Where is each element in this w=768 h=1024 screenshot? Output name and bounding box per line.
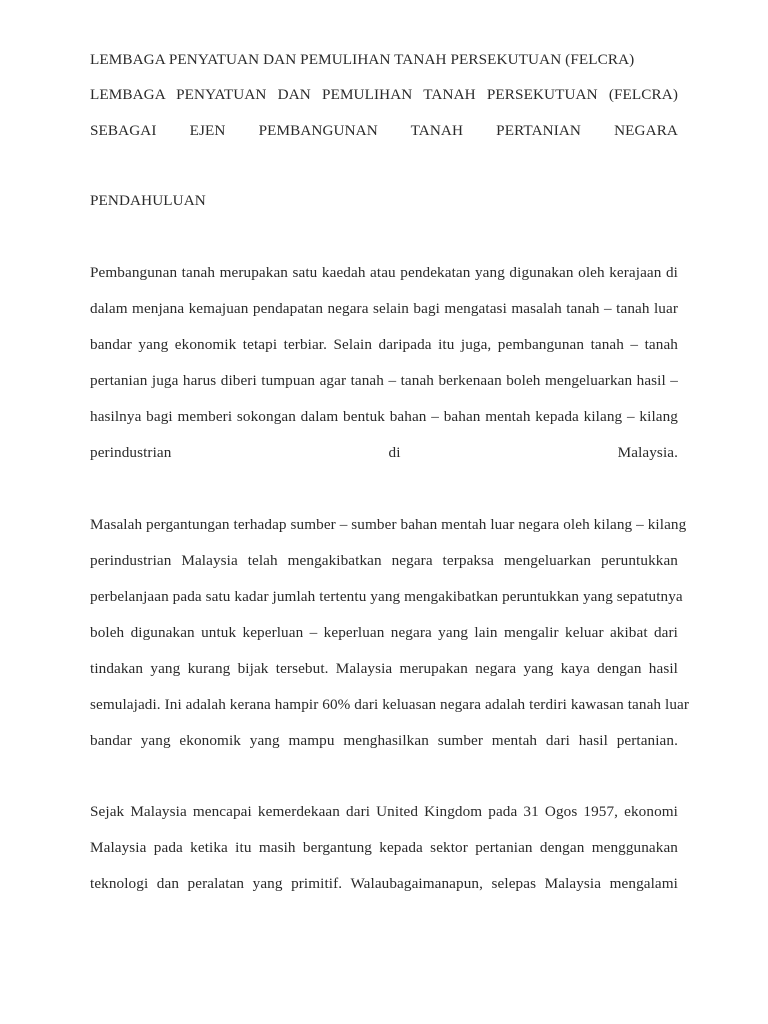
subtitle-line-1: LEMBAGA PENYATUAN DAN PEMULIHAN TANAH PERSEKUTUAN (FELCRA) bbox=[90, 86, 678, 103]
paragraph-1 bbox=[90, 263, 678, 479]
paragraph-line: perbelanjaan pada satu kadar jumlah tertentu yang mengakibatkan peruntukkan yang sepatutnya bbox=[90, 588, 683, 605]
paragraph-line: hasilnya bagi memberi sokongan dalam bentuk bahan – bahan mentah kepada kilang – kilang bbox=[90, 408, 678, 425]
paragraph-line: tindakan yang kurang bijak tersebut. Malaysia merupakan negara yang kaya dengan hasil bbox=[90, 660, 678, 677]
subtitle-line-2: SEBAGAI EJEN PEMBANGUNAN TANAH PERTANIAN NEGARA bbox=[90, 122, 678, 139]
paragraph-3 bbox=[90, 802, 678, 910]
paragraph-line: pertanian juga harus diberi tumpuan agar tanah – tanah berkenaan boleh mengeluarkan hasil – bbox=[90, 372, 678, 389]
paragraph-line: Pembangunan tanah merupakan satu kaedah atau pendekatan yang digunakan oleh kerajaan di bbox=[90, 264, 678, 281]
paragraph-line: bandar yang ekonomik tetapi terbiar. Selain daripada itu juga, pembangunan tanah – tanah bbox=[90, 336, 678, 353]
paragraph-line: semulajadi. Ini adalah kerana hampir 60% dari keluasan negara adalah terdiri kawasan tanah luar bbox=[90, 696, 690, 713]
section-heading: PENDAHULUAN bbox=[90, 192, 206, 209]
subtitle-block bbox=[90, 85, 678, 157]
document-title: LEMBAGA PENYATUAN DAN PEMULIHAN TANAH PERSEKUTUAN (FELCRA) bbox=[90, 51, 635, 68]
paragraph-line: Masalah pergantungan terhadap sumber – sumber bahan mentah luar negara oleh kilang – kilang bbox=[90, 516, 687, 533]
document-content bbox=[90, 50, 690, 910]
paragraph-line: bandar yang ekonomik yang mampu menghasilkan sumber mentah dari hasil pertanian. bbox=[90, 732, 678, 749]
paragraph-line: perindustrian di Malaysia. bbox=[90, 444, 678, 461]
paragraph-line: dalam menjana kemajuan pendapatan negara selain bagi mengatasi masalah tanah – tanah luar bbox=[90, 300, 678, 317]
paragraph-line: teknologi dan peralatan yang primitif. Walaubagaimanapun, selepas Malaysia mengalami bbox=[90, 875, 678, 892]
paragraph-line: Malaysia pada ketika itu masih bergantung kepada sektor pertanian dengan menggunakan bbox=[90, 839, 678, 856]
paragraph-2 bbox=[90, 515, 690, 767]
paragraph-line: boleh digunakan untuk keperluan – keperluan negara yang lain mengalir keluar akibat dari bbox=[90, 624, 678, 641]
paragraph-line: perindustrian Malaysia telah mengakibatkan negara terpaksa mengeluarkan peruntukkan bbox=[90, 552, 678, 569]
paragraph-line: Sejak Malaysia mencapai kemerdekaan dari United Kingdom pada 31 Ogos 1957, ekonomi bbox=[90, 803, 678, 820]
